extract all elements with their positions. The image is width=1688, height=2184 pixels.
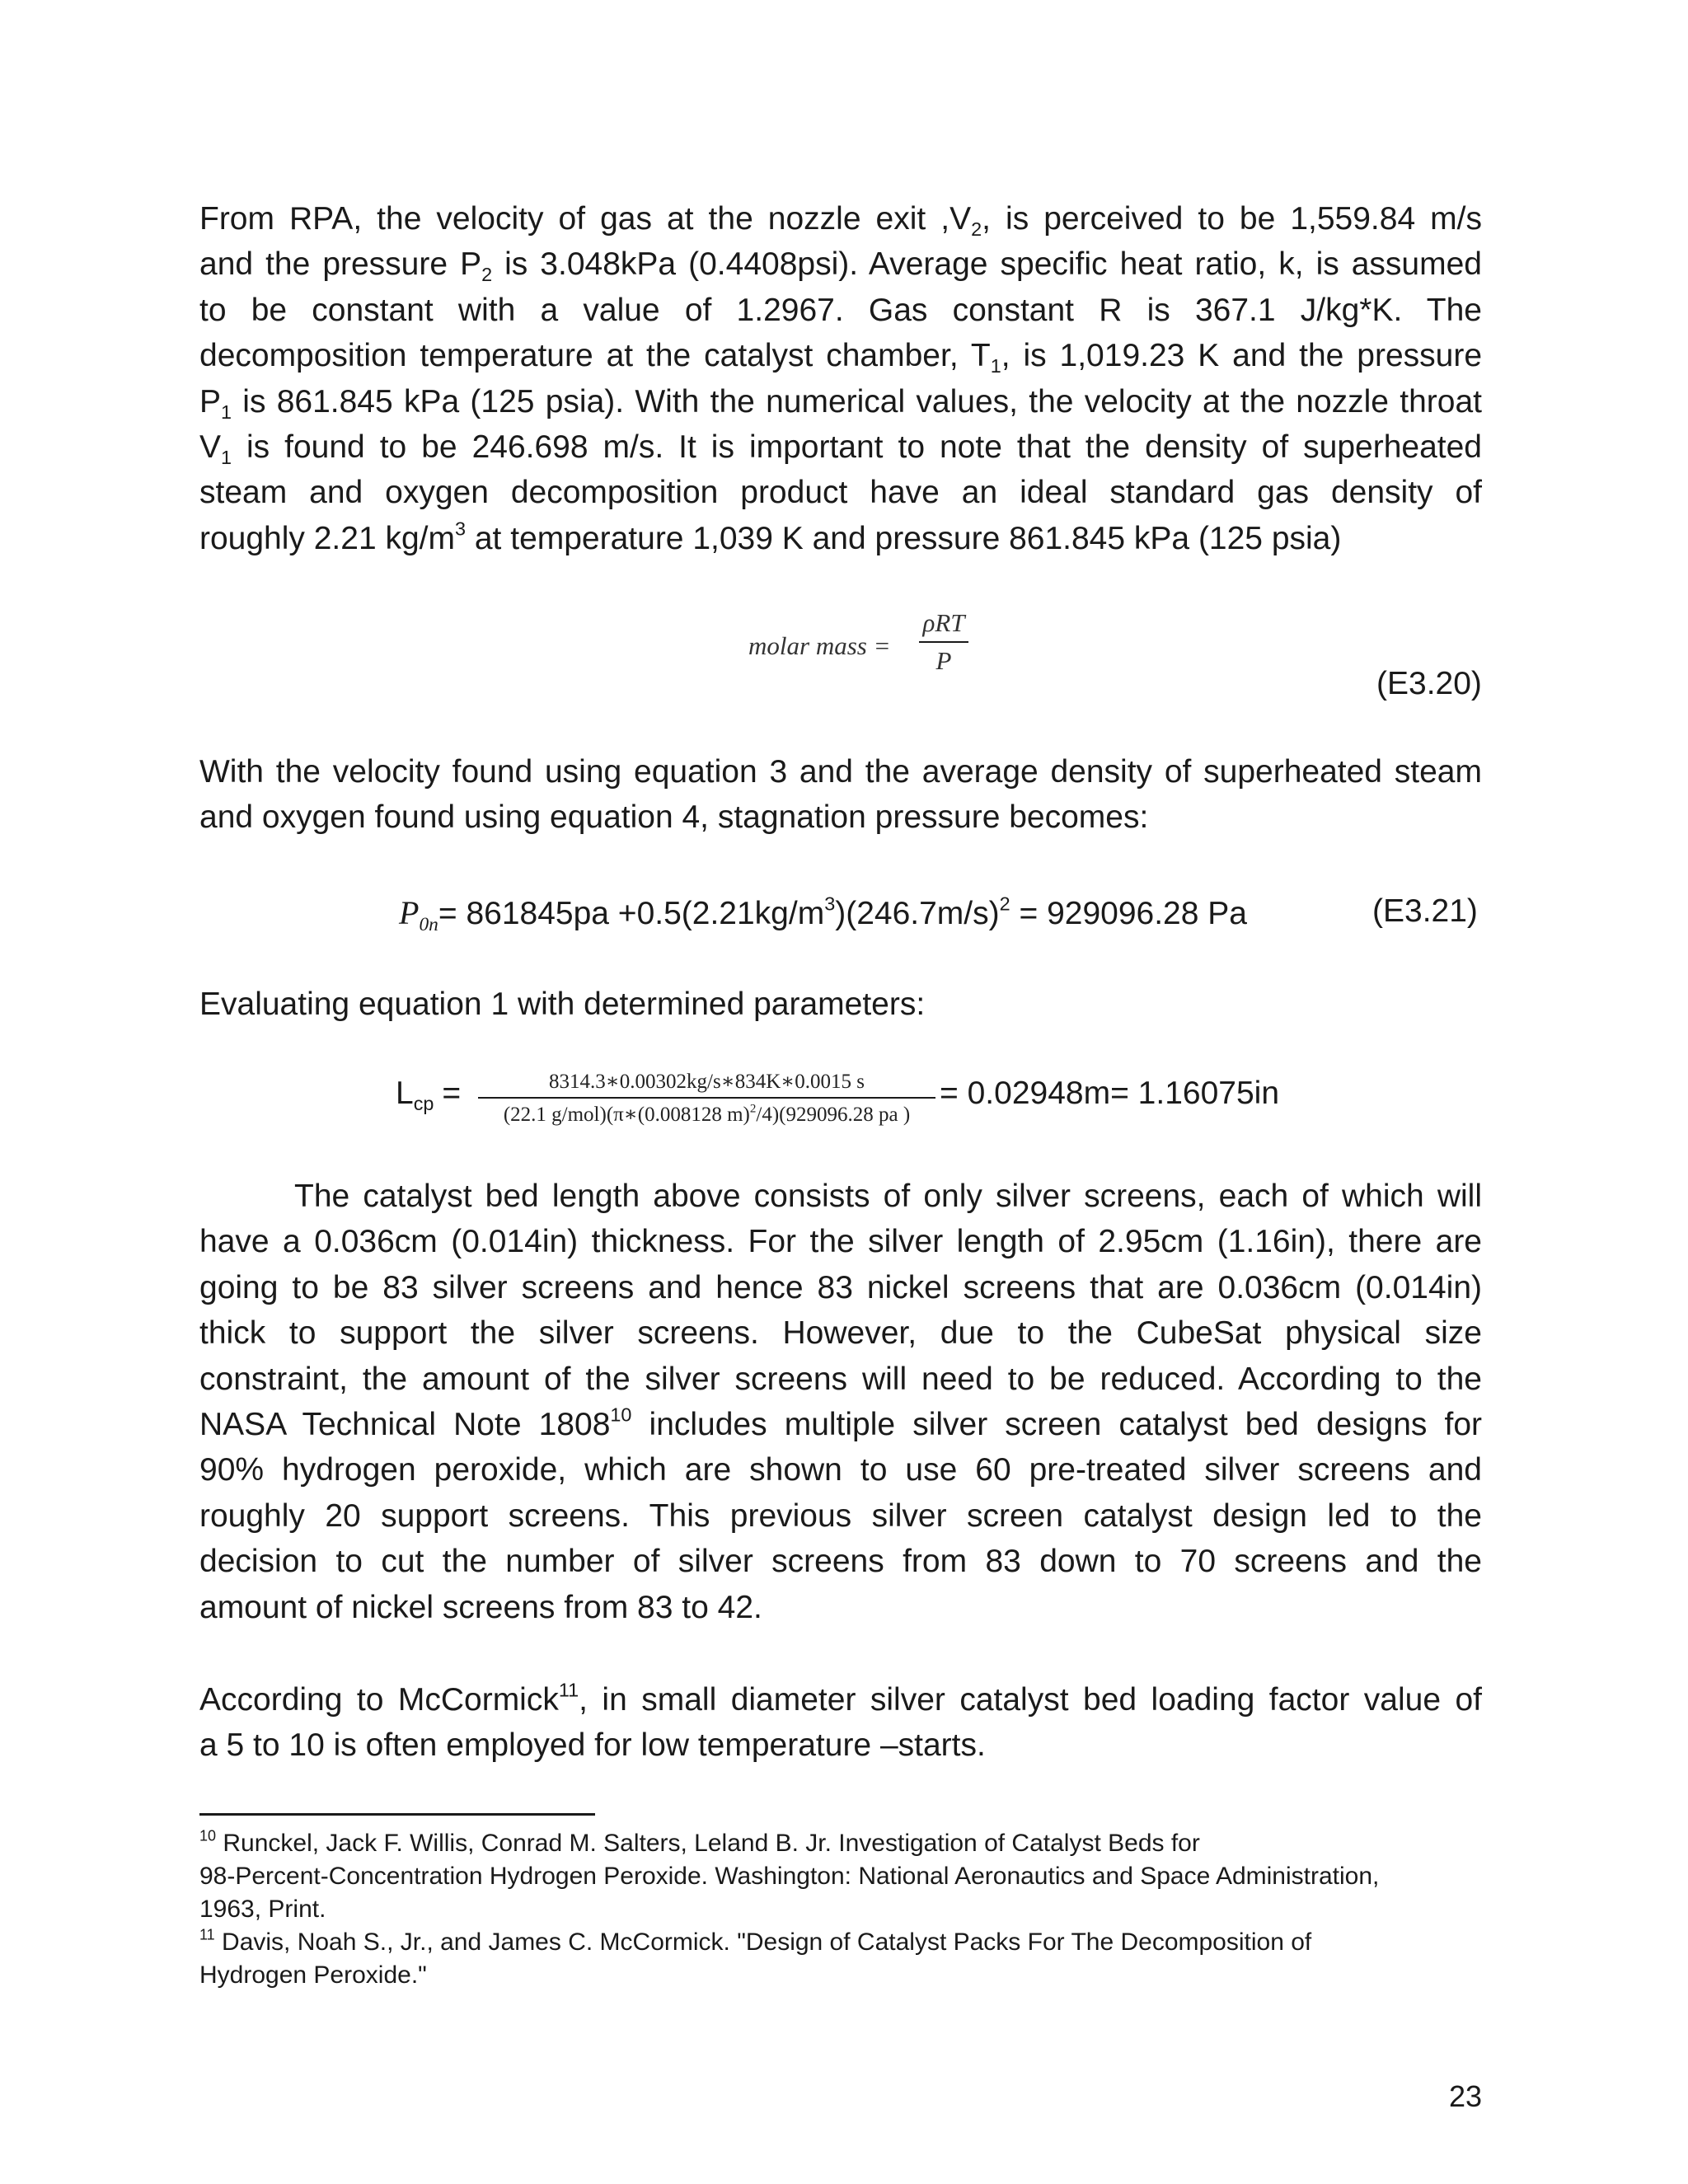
symbol-l: L <box>396 1076 414 1111</box>
fraction-bar <box>919 641 968 643</box>
paragraph-stagnation-intro <box>199 749 1482 841</box>
equation-lcp-result: = 0.02948m= 1.16075in <box>940 1076 1280 1111</box>
text-span: roughly 2.21 kg/m <box>199 520 456 556</box>
footnote-11 <box>199 1926 1493 1992</box>
text-span: NASA Technical Note 1808 <box>199 1407 611 1443</box>
text-line <box>199 424 1482 470</box>
paragraph-mccormick <box>199 1677 1482 1769</box>
fraction-bar <box>478 1097 935 1099</box>
footnote-10 <box>199 1827 1493 1926</box>
text-line: constraint, the amount of the silver screens will need to be reduced. According to the <box>199 1361 1482 1397</box>
text-span: , in small diameter silver catalyst bed loading factor value of <box>579 1682 1482 1718</box>
text-span: , is perceived to be 1,559.84 m/s <box>982 201 1482 237</box>
text-line: Evaluating equation 1 with determined parameters: <box>199 987 926 1022</box>
subscript: 2 <box>971 218 982 241</box>
text-line <box>199 196 1482 241</box>
subscript: cp <box>413 1093 434 1115</box>
text-line: have a 0.036cm (0.014in) thickness. For the silver length of 2.95cm (1.16in), there are <box>199 1224 1482 1260</box>
text-line: going to be 83 silver screens and hence 83 nickel screens that are 0.036cm (0.014in) <box>199 1269 1482 1305</box>
text-span: is 861.845 kPa (125 psia). With the numerical values, the velocity at the nozzle throat <box>232 383 1482 419</box>
text-span: P <box>199 383 222 419</box>
superscript: 11 <box>558 1679 579 1701</box>
equation-label-e321: (E3.21) <box>1372 893 1478 929</box>
text-line <box>199 333 1482 378</box>
text-line: amount of nickel screens from 83 to 42. <box>199 1589 762 1625</box>
fraction-denominator: P <box>935 646 952 675</box>
text-line <box>199 1677 1482 1722</box>
fraction-numerator: 8314.3∗0.00302kg/s∗834K∗0.0015 s <box>549 1071 865 1093</box>
superscript: 10 <box>610 1404 632 1426</box>
text-line: roughly 20 support screens. This previous silver screen catalyst design led to the <box>199 1497 1482 1534</box>
text-line <box>199 516 1482 561</box>
text-line <box>199 241 1482 287</box>
text-span: From RPA, the velocity of gas at the nozzle exit ,V <box>199 201 972 237</box>
text-line: decision to cut the number of silver screens from 83 down to 70 screens and the <box>199 1544 1482 1580</box>
text-line <box>199 379 1482 424</box>
text-span: )(246.7m/s) <box>835 896 1000 931</box>
text-line <box>199 1926 1493 1959</box>
paragraph-catalyst-bed <box>199 1174 1482 1630</box>
equation-lcp-lhs <box>396 1076 462 1115</box>
text-line: thick to support the silver screens. However, due to the CubeSat physical size <box>199 1315 1482 1352</box>
text-span: decomposition temperature at the catalyst chamber, T <box>199 338 991 374</box>
footnote-mark: 10 <box>199 1827 217 1844</box>
text-span: V <box>199 429 222 466</box>
subscript: 2 <box>481 264 493 286</box>
footnote-mark: 11 <box>199 1926 215 1943</box>
page-number: 23 <box>1448 2079 1482 2113</box>
text-span: and the pressure P <box>199 246 482 283</box>
text-line: 90% hydrogen peroxide, which are shown to use 60 pre-treated silver screens and <box>199 1452 1482 1488</box>
text-span: = 861845pa +0.5(2.21kg/m <box>438 896 825 931</box>
superscript: 3 <box>824 893 836 915</box>
text-span: = 929096.28 Pa <box>1010 896 1247 931</box>
superscript: 3 <box>455 518 467 540</box>
text-span: According to McCormick <box>199 1682 559 1718</box>
text-span: (22.1 g/mol)(π∗(0.008128 m) <box>503 1104 750 1126</box>
text-span: is 3.048kPa (0.4408psi). Average specific heat ratio, k, is assumed <box>492 246 1482 283</box>
symbol-p: P <box>399 894 420 931</box>
text-line: and oxygen found using equation 4, stagnation pressure becomes: <box>199 799 1149 836</box>
equation-stagnation-pressure <box>399 893 1247 936</box>
text-span: Davis, Noah S., Jr., and James C. McCormick. "Design of Catalyst Packs For The Decomposition of <box>214 1929 1312 1956</box>
paragraph-rpa-velocity <box>199 196 1482 561</box>
text-line: 1963, Print. <box>199 1896 326 1923</box>
text-span: at temperature 1,039 K and pressure 861.845 kPa (125 psia) <box>466 520 1342 556</box>
equation-lcp-fraction <box>478 1069 935 1127</box>
superscript: 2 <box>999 893 1010 915</box>
text-span: is found to be 246.698 m/s. It is important to note that the density of superheated <box>232 429 1482 466</box>
text-line: steam and oxygen decomposition product have an ideal standard gas density of <box>199 475 1482 511</box>
subscript: 0n <box>419 914 438 936</box>
superscript: 2 <box>749 1102 757 1116</box>
text-line: The catalyst bed length above consists of only silver screens, each of which will <box>294 1179 1482 1214</box>
text-line <box>199 1402 1482 1447</box>
subscript: 1 <box>990 355 1001 377</box>
text-line: a 5 to 10 is often employed for low temperature –starts. <box>199 1727 986 1764</box>
equals-sign: = <box>442 1076 462 1111</box>
paragraph-evaluating <box>199 982 1482 1027</box>
text-line <box>199 1827 1493 1860</box>
text-line: Hydrogen Peroxide." <box>199 1961 427 1989</box>
text-line: to be constant with a value of 1.2967. Gas constant R is 367.1 J/kg*K. The <box>199 292 1482 328</box>
text-span: Runckel, Jack F. Willis, Conrad M. Salters, Leland B. Jr. Investigation of Catalyst Beds for <box>216 1830 1200 1857</box>
subscript: 1 <box>221 447 232 469</box>
text-span: includes multiple silver screen catalyst bed designs for <box>631 1407 1482 1443</box>
text-span: , is 1,019.23 K and the pressure <box>1001 338 1483 374</box>
footnote-separator <box>199 1813 595 1816</box>
text-line: 98-Percent-Concentration Hydrogen Peroxide. Washington: National Aeronautics and Space Administration, <box>199 1863 1380 1890</box>
fraction-denominator <box>478 1102 935 1127</box>
fraction-numerator: ρRT <box>922 608 965 637</box>
subscript: 1 <box>221 401 232 423</box>
equation-molar-mass-fraction <box>919 608 968 676</box>
equation-molar-mass-lhs: molar mass = <box>748 631 891 660</box>
text-span: /4)(929096.28 pa ) <box>756 1104 911 1126</box>
text-line: With the velocity found using equation 3 and the average density of superheated steam <box>199 754 1482 790</box>
equation-label-e320: (E3.20) <box>1376 666 1482 701</box>
